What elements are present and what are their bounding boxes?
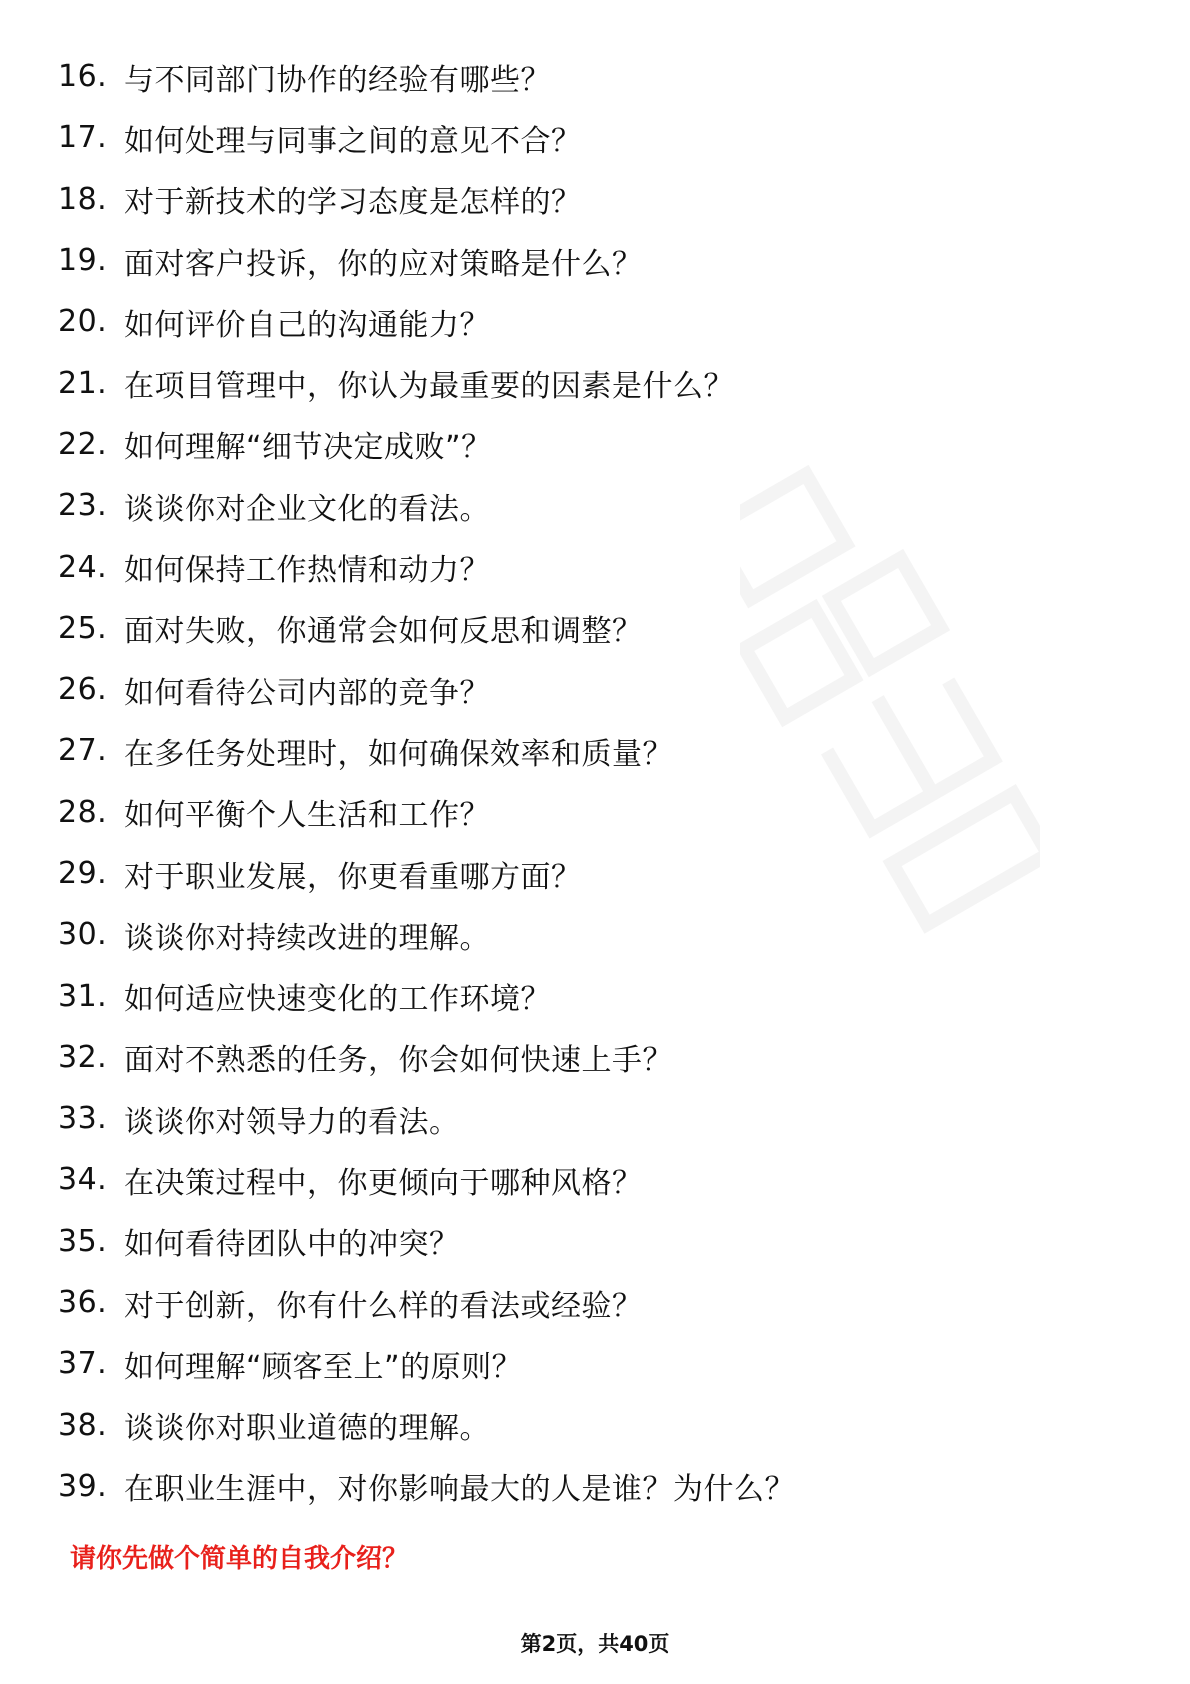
- list-item: [58, 536, 795, 597]
- list-item: [58, 169, 795, 230]
- question-number: 21.: [58, 365, 108, 401]
- question-text: 如何看待团队中的冲突？: [124, 1227, 460, 1263]
- question-text: 如何保持工作热情和动力？: [124, 553, 490, 589]
- list-item: [58, 843, 795, 904]
- question-number: 20.: [58, 304, 108, 340]
- highlighted-question: 请你先做个简单的自我介绍？: [70, 1544, 409, 1574]
- question-text: 如何理解“细节决定成败”？: [124, 430, 492, 466]
- question-number: 25.: [58, 610, 108, 646]
- question-text: 对于创新，你有什么样的看法或经验？: [124, 1288, 643, 1324]
- question-text: 在多任务处理时，如何确保效率和质量？: [124, 736, 673, 772]
- question-number: 23.: [58, 488, 108, 524]
- question-number: 30.: [58, 917, 108, 953]
- question-text: 如何理解“顾客至上”的原则？: [124, 1349, 523, 1385]
- question-number: 22.: [58, 426, 108, 462]
- list-item: [58, 1272, 795, 1333]
- list-item: [58, 720, 795, 781]
- question-number: 24.: [58, 549, 108, 585]
- question-number: 16.: [58, 59, 108, 95]
- question-text: 谈谈你对领导力的看法。: [124, 1104, 460, 1140]
- question-number: 19.: [58, 243, 108, 279]
- list-item: [58, 291, 795, 352]
- question-text: 面对失败，你通常会如何反思和调整？: [124, 614, 643, 650]
- question-text: 与不同部门协作的经验有哪些？: [124, 62, 551, 98]
- question-number: 26.: [58, 672, 108, 708]
- question-number: 18.: [58, 181, 108, 217]
- list-item: [58, 1088, 795, 1149]
- question-number: 29.: [58, 856, 108, 891]
- list-item: [58, 230, 795, 291]
- question-number: 28.: [58, 794, 108, 830]
- question-text: 如何评价自己的沟通能力？: [124, 307, 490, 343]
- question-number: 38.: [58, 1407, 108, 1443]
- list-item: [58, 46, 795, 107]
- page-number: 第2页，共40页: [520, 1632, 670, 1656]
- question-text: 对于职业发展，你更看重哪方面？: [124, 859, 582, 895]
- list-item: [58, 1027, 795, 1088]
- list-item: [58, 1395, 795, 1456]
- question-text: 如何平衡个人生活和工作？: [124, 798, 490, 834]
- question-text: 如何看待公司内部的竞争？: [124, 675, 490, 711]
- list-item: [58, 352, 795, 413]
- question-number: 33.: [58, 1101, 108, 1137]
- question-number: 31.: [58, 978, 108, 1014]
- question-number: 27.: [58, 733, 108, 769]
- question-list: [58, 46, 795, 1517]
- question-number: 32.: [58, 1039, 108, 1075]
- list-item: [58, 1456, 795, 1517]
- list-item: [58, 1333, 795, 1394]
- list-item: [58, 782, 795, 843]
- list-item: [58, 414, 795, 475]
- list-item: [58, 475, 795, 536]
- question-number: 34.: [58, 1162, 108, 1198]
- question-text: 对于新技术的学习态度是怎样的？: [124, 185, 582, 221]
- question-text: 面对客户投诉，你的应对策略是什么？: [124, 246, 643, 282]
- question-text: 谈谈你对职业道德的理解。: [124, 1411, 490, 1447]
- question-number: 37.: [58, 1346, 108, 1382]
- question-text: 面对不熟悉的任务，你会如何快速上手？: [124, 1043, 673, 1079]
- question-number: 35.: [58, 1223, 108, 1259]
- question-text: 如何处理与同事之间的意见不合？: [124, 123, 582, 159]
- list-item: [58, 659, 795, 720]
- question-number: 36.: [58, 1285, 108, 1321]
- list-item: [58, 1211, 795, 1272]
- list-item: [58, 598, 795, 659]
- list-item: [58, 904, 795, 965]
- question-text: 谈谈你对企业文化的看法。: [124, 491, 490, 527]
- list-item: [58, 107, 795, 168]
- question-text: 在职业生涯中，对你影响最大的人是谁？为什么？: [124, 1472, 795, 1508]
- question-number: 39.: [58, 1468, 108, 1504]
- question-number: 17.: [58, 120, 108, 156]
- question-text: 在项目管理中，你认为最重要的因素是什么？: [124, 369, 734, 405]
- question-text: 在决策过程中，你更倾向于哪种风格？: [124, 1165, 643, 1201]
- list-item: [58, 1149, 795, 1210]
- list-item: [58, 965, 795, 1026]
- question-text: 如何适应快速变化的工作环境？: [124, 982, 551, 1018]
- question-text: 谈谈你对持续改进的理解。: [124, 920, 490, 956]
